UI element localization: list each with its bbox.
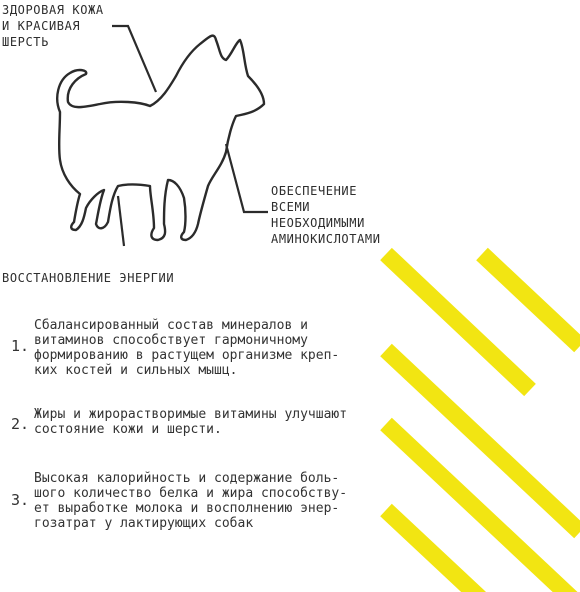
- benefit-text: [34, 407, 347, 437]
- benefit-line: Высокая калорийность и содержание боль-: [34, 471, 340, 486]
- callout-line-skin: [112, 26, 156, 92]
- benefit-number: 2.: [11, 415, 30, 433]
- callout-skin-and-coat: [2, 2, 104, 50]
- benefit-line: состояние кожи и шерсти.: [34, 422, 222, 437]
- callout-line-text: ВОССТАНОВЛЕНИЕ ЭНЕРГИИ: [2, 271, 175, 285]
- benefit-line: формированию в растущем организме креп-: [34, 348, 340, 363]
- benefit-text: [34, 318, 339, 378]
- callout-line-text: ВСЕМИ: [271, 200, 311, 214]
- callout-line-text: НЕОБХОДИМЫМИ: [271, 216, 365, 230]
- benefit-line: ет выработке молока и восполнению энер-: [34, 501, 340, 516]
- callout-amino-acids: [271, 183, 381, 247]
- callout-line-text: ЗДОРОВАЯ КОЖА: [2, 3, 104, 17]
- benefit-line: витаминов способствует гармоничному: [34, 333, 308, 348]
- callout-line-amino: [226, 144, 268, 212]
- benefit-line: шого количество белка и жира способству-: [34, 486, 348, 501]
- benefit-text: [34, 471, 347, 531]
- dog-outline-icon: [57, 36, 264, 240]
- callout-line-text: АМИНОКИСЛОТАМИ: [271, 232, 381, 246]
- callout-line-energy: [118, 196, 124, 246]
- callout-line-text: ШЕРСТЬ: [2, 35, 49, 49]
- callout-line-text: И КРАСИВАЯ: [2, 19, 81, 33]
- benefit-line: Сбалансированный состав минералов и: [34, 318, 308, 333]
- callout-line-text: ОБЕСПЕЧЕНИЕ: [271, 184, 358, 198]
- benefit-line: ких костей и сильных мышц.: [34, 363, 238, 378]
- callout-energy-recovery: [2, 270, 174, 286]
- benefit-line: гозатрат у лактирующих собак: [34, 516, 254, 531]
- benefit-line: Жиры и жирорастворимые витамины улучшают: [34, 407, 348, 422]
- benefit-number: 1.: [11, 337, 30, 355]
- benefit-number: 3.: [11, 491, 30, 509]
